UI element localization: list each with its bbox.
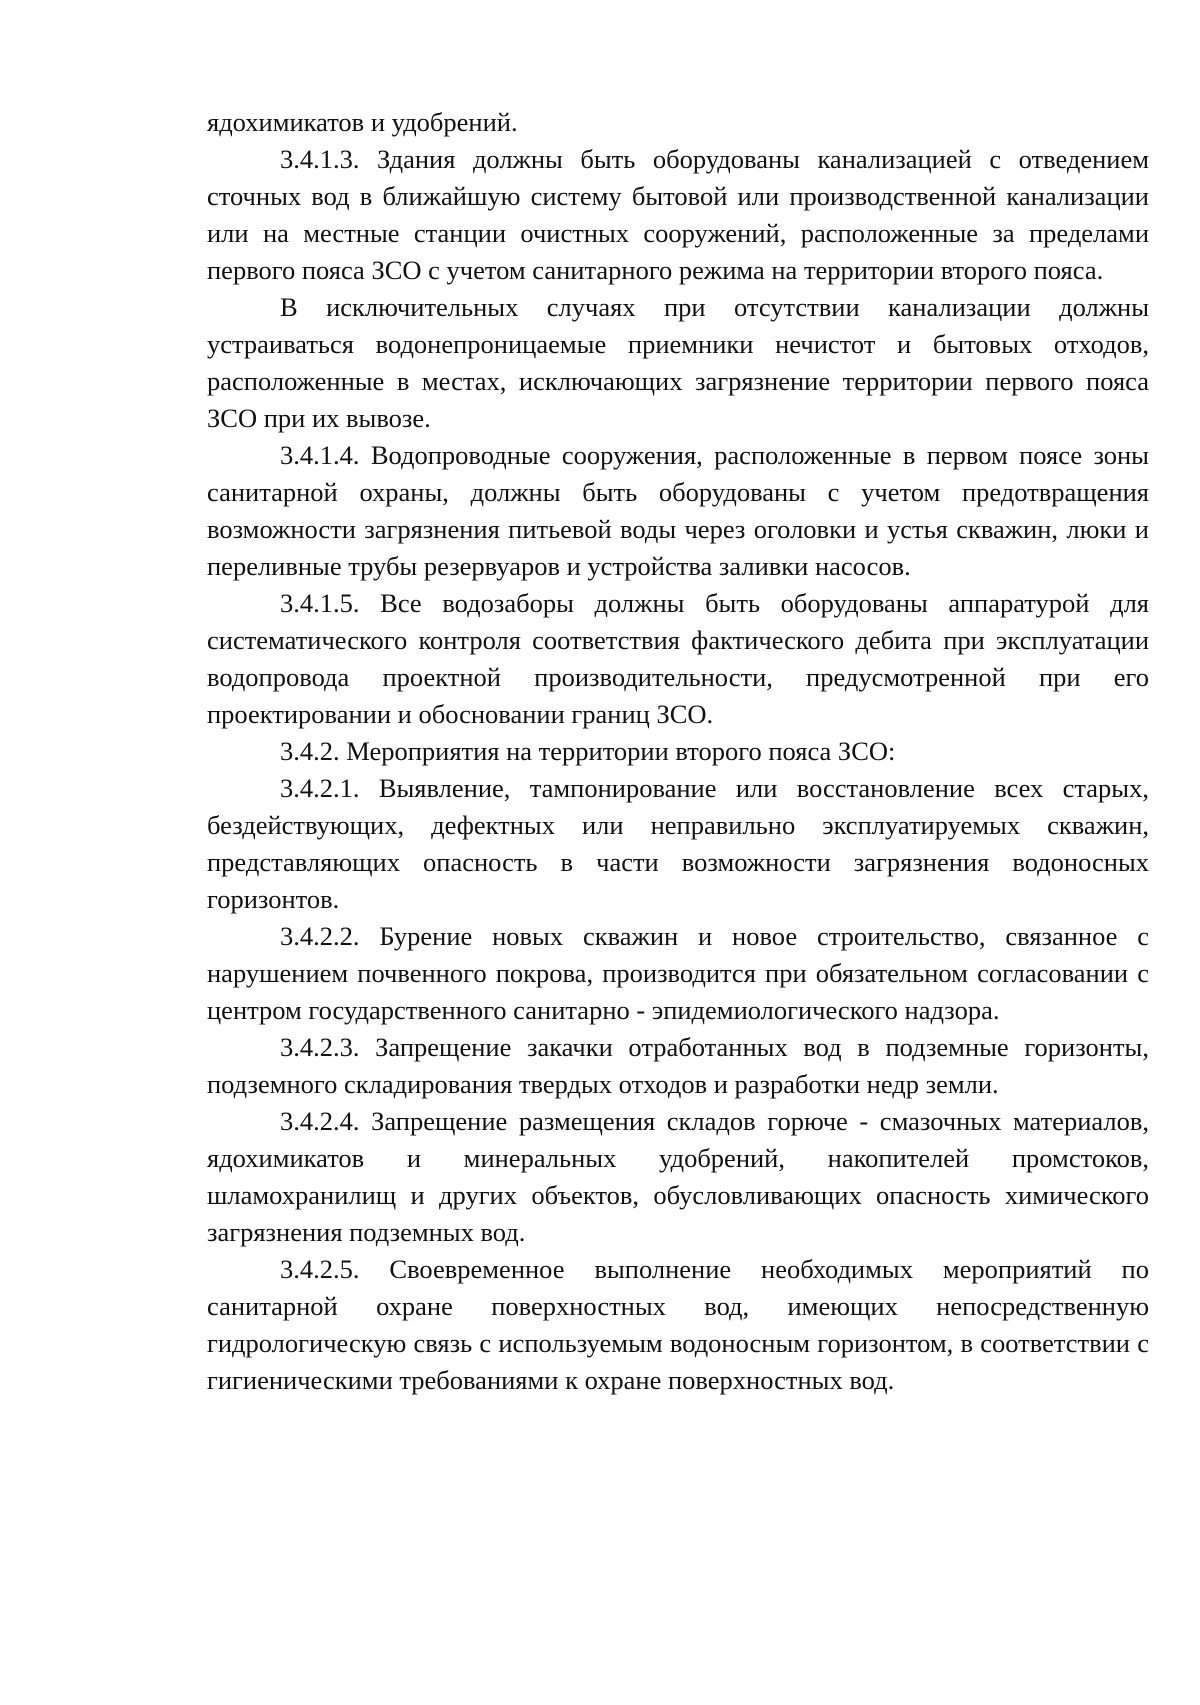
paragraph-3-4-2-4: 3.4.2.4. Запрещение размещения складов горюче - смазочных материалов, ядохимикатов и минеральных удобрений, накопителей промстоков, шламохранилищ и других объектов, обусловливающих опасность химического загрязнения подземных вод. (207, 1106, 1149, 1247)
document-body (207, 104, 1149, 1399)
paragraph-3-4-2-2: 3.4.2.2. Бурение новых скважин и новое строительство, связанное с нарушением почвенного покрова, производится при обязательном согласовании с центром государственного санитарно - эпидемиологического надзора. (207, 921, 1149, 1025)
paragraph-3-4-1-3: 3.4.1.3. Здания должны быть оборудованы канализацией с отведением сточных вод в ближайшую систему бытовой или производственной канализации или на местные станции очистных сооружений, расположенные за пределами первого пояса ЗСО с учетом санитарного режима на территории второго пояса. (207, 144, 1149, 285)
paragraph-continuation: ядохимикатов и удобрений. (207, 107, 518, 137)
paragraph-3-4-2: 3.4.2. Мероприятия на территории второго пояса ЗСО: (280, 736, 896, 766)
paragraph-exceptional-cases: В исключительных случаях при отсутствии канализации должны устраиваться водонепроницаемые приемники нечистот и бытовых отходов, расположенные в местах, исключающих загрязнение территории первого пояса ЗСО при их вывозе. (207, 292, 1149, 433)
paragraph-3-4-1-5: 3.4.1.5. Все водозаборы должны быть оборудованы аппаратурой для систематического контроля соответствия фактического дебита при эксплуатации водопровода проектной производительности, предусмотренной при его проектировании и обосновании границ ЗСО. (207, 588, 1149, 729)
paragraph-3-4-1-4: 3.4.1.4. Водопроводные сооружения, расположенные в первом поясе зоны санитарной охраны, должны быть оборудованы с учетом предотвращения возможности загрязнения питьевой воды через оголовки и устья скважин, люки и переливные трубы резервуаров и устройства заливки насосов. (207, 440, 1149, 581)
paragraph-3-4-2-3: 3.4.2.3. Запрещение закачки отработанных вод в подземные горизонты, подземного складирования твердых отходов и разработки недр земли. (207, 1032, 1149, 1099)
paragraph-3-4-2-1: 3.4.2.1. Выявление, тампонирование или восстановление всех старых, бездействующих, дефектных или неправильно эксплуатируемых скважин, представляющих опасность в части возможности загрязнения водоносных горизонтов. (207, 773, 1149, 914)
paragraph-3-4-2-5: 3.4.2.5. Своевременное выполнение необходимых мероприятий по санитарной охране поверхностных вод, имеющих непосредственную гидрологическую связь с используемым водоносным горизонтом, в соответствии с гигиеническими требованиями к охране поверхностных вод. (207, 1254, 1149, 1395)
